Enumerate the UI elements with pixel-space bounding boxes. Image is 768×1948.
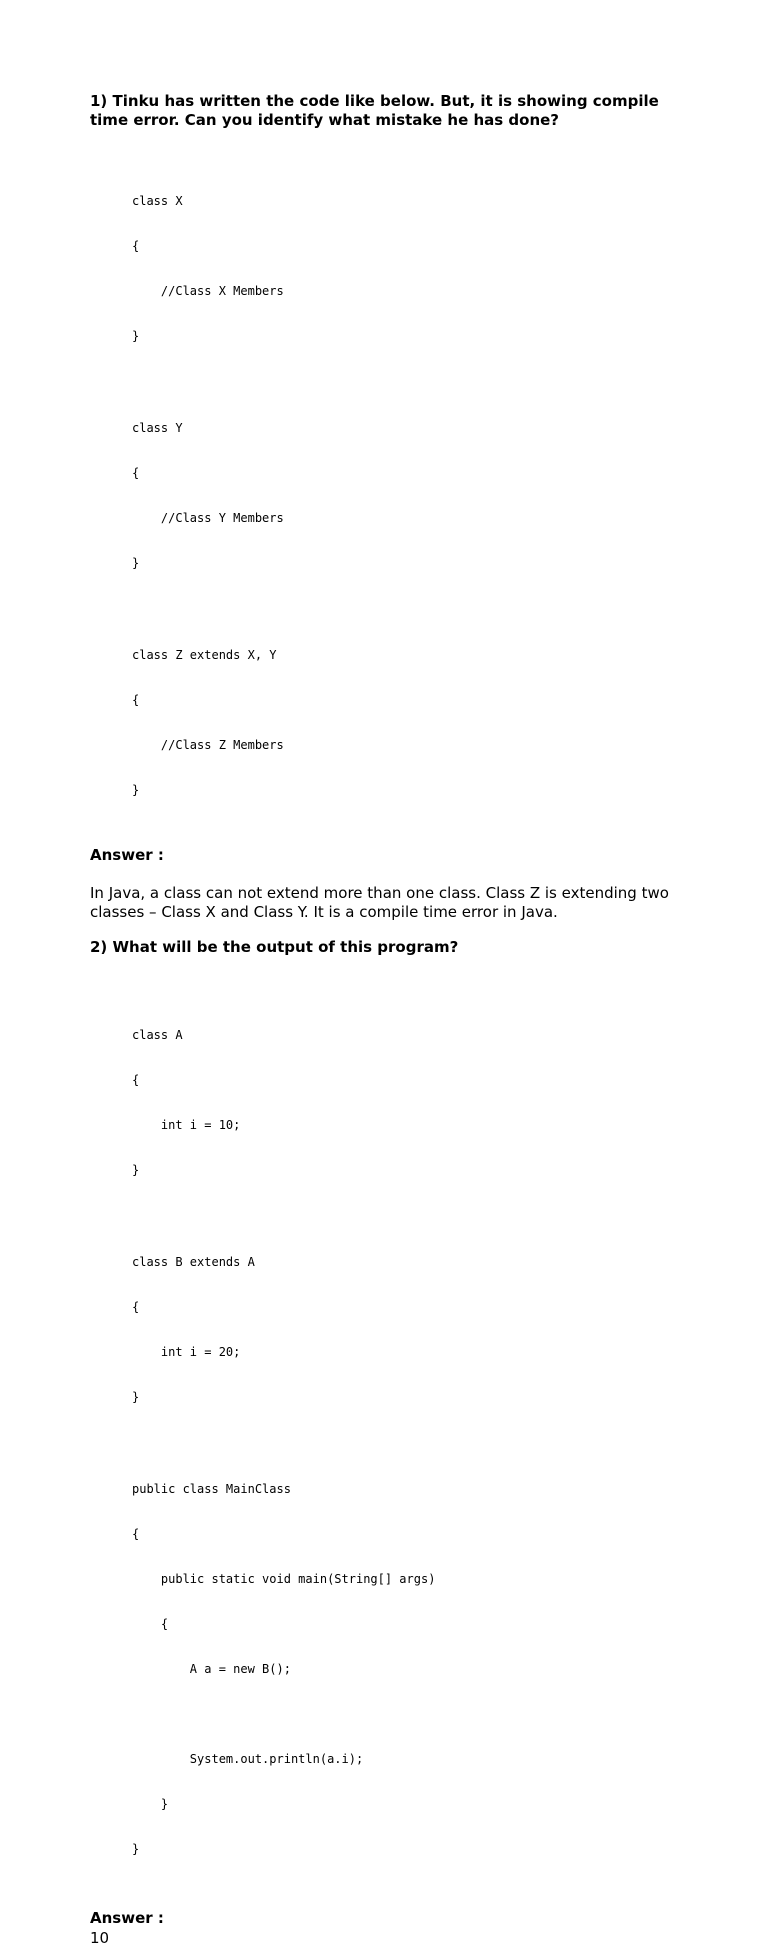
code-line [132, 1707, 690, 1722]
code-line: { [132, 239, 140, 253]
code-line: } [132, 1390, 140, 1404]
code-line: } [132, 556, 140, 570]
answer-2-text: 10 [90, 1929, 110, 1947]
code-line: { [132, 693, 140, 707]
code-line: } [132, 1797, 169, 1811]
code-line: { [132, 466, 140, 480]
code-line: class Z extends X, Y [132, 648, 277, 662]
code-line: { [132, 1300, 140, 1314]
question-2-title: 2) What will be the output of this program? [90, 938, 459, 956]
code-line: class A [132, 1028, 183, 1042]
code-line: class X [132, 194, 183, 208]
code-line: int i = 20; [132, 1345, 241, 1359]
code-line: //Class X Members [132, 284, 284, 298]
code-line: //Class Y Members [132, 511, 284, 525]
code-line: A a = new B(); [132, 1662, 291, 1676]
code-line: //Class Z Members [132, 738, 284, 752]
answer-1-text: In Java, a class can not extend more than one class. Class Z is extending two classes – Class X and Class Y. It is a compile time error in Java. [90, 884, 669, 921]
code-line: { [132, 1073, 140, 1087]
code-line: int i = 10; [132, 1118, 241, 1132]
code-line: public class MainClass [132, 1482, 291, 1496]
code-line: } [132, 783, 140, 797]
code-line: class B extends A [132, 1255, 255, 1269]
question-2-code [90, 998, 690, 1887]
document-page [90, 92, 690, 1948]
code-line: } [132, 329, 140, 343]
code-line: { [132, 1527, 140, 1541]
question-1-title: 1) Tinku has written the code like below. But, it is showing compile time error. Can you identify what mistake he has done? [90, 92, 659, 129]
answer-1-label: Answer : [90, 846, 164, 864]
code-line: } [132, 1842, 140, 1856]
code-line: } [132, 1163, 140, 1177]
answer-2-label: Answer : [90, 1909, 164, 1927]
code-line: { [132, 1617, 169, 1631]
code-line: public static void main(String[] args) [132, 1572, 436, 1586]
code-line: System.out.println(a.i); [132, 1752, 364, 1766]
question-1-code [90, 164, 690, 828]
code-line: class Y [132, 421, 183, 435]
